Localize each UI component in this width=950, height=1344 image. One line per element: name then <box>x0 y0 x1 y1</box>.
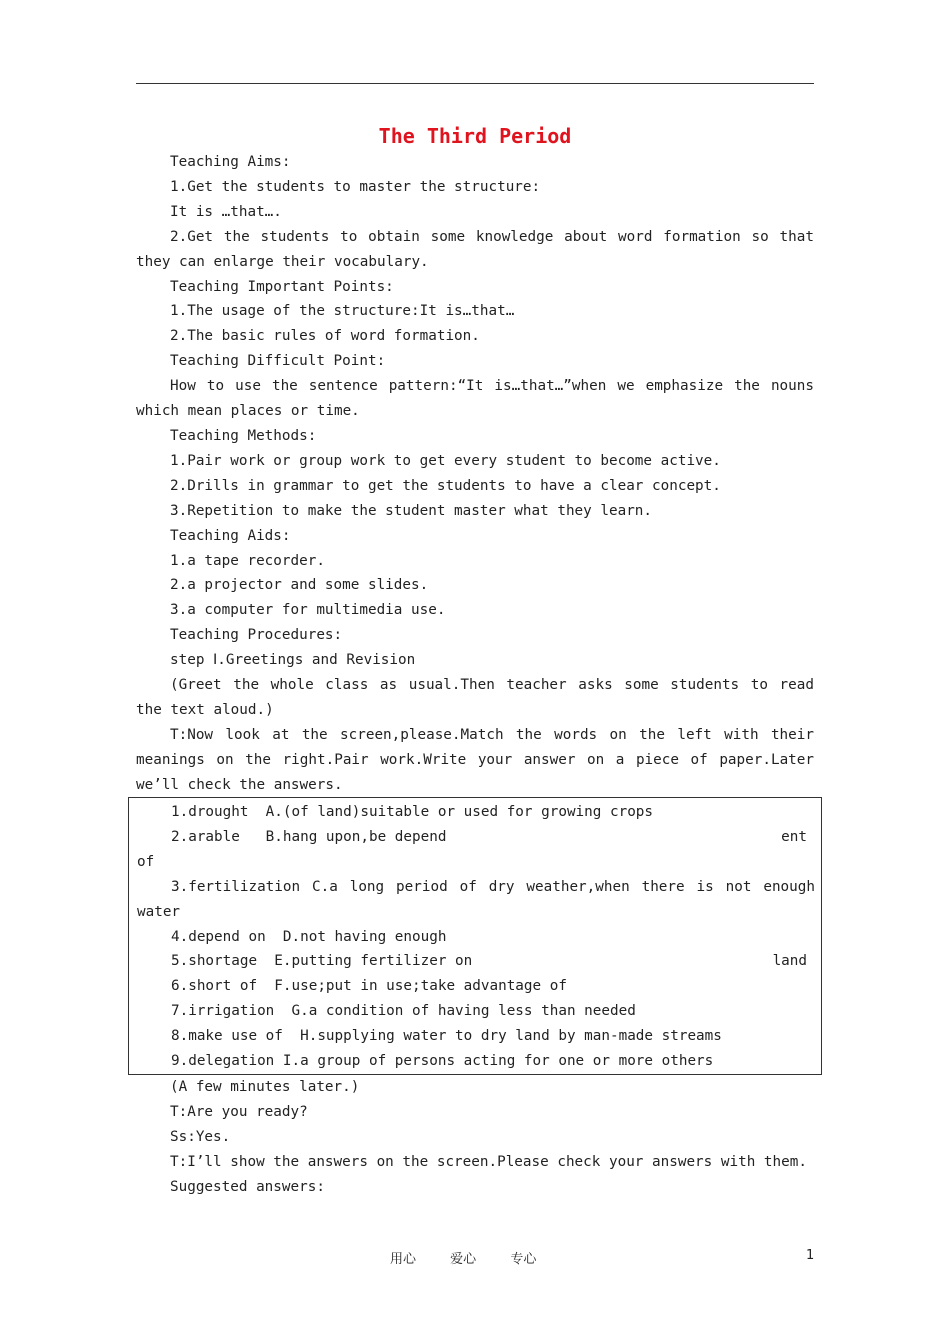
body-text <box>136 150 814 798</box>
paragraph: Teaching Aims: <box>170 154 291 170</box>
paragraph: Teaching Important Points: <box>170 278 394 295</box>
paragraph: 2.Drills in grammar to get the students to have a clear concept. <box>170 477 721 494</box>
footer-motto-2: 爱心 <box>450 1252 477 1267</box>
paragraph: 2.Get the students to obtain some knowledge about word formation so that they can enlarge their vocabulary. <box>136 228 814 270</box>
footer-motto-3: 专心 <box>510 1252 537 1267</box>
paragraph: 1.Get the students to master the structure: <box>170 178 541 195</box>
paragraph: (Greet the whole class as usual.Then teacher asks some students to read the text aloud.) <box>136 677 814 718</box>
paragraph: T:Now look at the screen,please.Match the words on the left with their meanings on the right.Pair work.Write your answer on a piece of paper.Later we’ll check the answers. <box>136 726 814 793</box>
paragraph: step Ⅰ.Greetings and Revision <box>170 652 416 669</box>
header-rule <box>136 83 814 84</box>
matching-row: 8.make use of H.supplying water to dry land by man-made streams <box>171 1028 722 1045</box>
paragraph: Ss:Yes. <box>170 1128 231 1145</box>
document-title: The Third Period <box>378 124 572 148</box>
paragraph: How to use the sentence pattern:“It is…that…”when we emphasize the nouns which mean places or time. <box>136 378 814 420</box>
matching-row: 7.irrigation G.a condition of having less than needed <box>171 1003 636 1020</box>
paragraph: 3.Repetition to make the student master what they learn. <box>170 502 653 519</box>
matching-row: 6.short of F.use;put in use;take advantage of <box>171 978 567 995</box>
footer-motto-1: 用心 <box>390 1252 417 1267</box>
matching-row: 4.depend on D.not having enough <box>171 928 447 945</box>
after-box-text <box>136 1075 814 1200</box>
paragraph: 1.Pair work or group work to get every student to become active. <box>170 452 721 469</box>
paragraph: 2.a projector and some slides. <box>170 577 429 594</box>
paragraph: T:I’ll show the answers on the screen.Please check your answers with them. <box>170 1153 807 1170</box>
paragraph: 3.a computer for multimedia use. <box>170 602 446 619</box>
matching-row: 1.drought A.(of land)suitable or used for growing crops <box>171 804 654 820</box>
page-number: 1 <box>806 1248 815 1263</box>
paragraph: Suggested answers: <box>170 1178 325 1195</box>
matching-row: 9.delegation I.a group of persons acting for one or more others <box>171 1053 714 1070</box>
paragraph: 1.a tape recorder. <box>170 552 325 569</box>
paragraph: T:Are you ready? <box>170 1103 308 1120</box>
paragraph: 2.The basic rules of word formation. <box>170 328 480 345</box>
paragraph: (A few minutes later.) <box>170 1079 360 1095</box>
footer-motto <box>390 1248 566 1267</box>
paragraph: Teaching Aids: <box>170 527 291 544</box>
paragraph: 1.The usage of the structure:It is…that… <box>170 303 515 320</box>
paragraph: Teaching Difficult Point: <box>170 353 386 370</box>
matching-row-wrap: of <box>137 853 155 870</box>
paragraph: Teaching Methods: <box>170 427 317 444</box>
matching-row: 5.shortage E.putting fertilizer on land <box>171 953 807 970</box>
paragraph: It is …that…. <box>170 203 282 220</box>
matching-exercise-box <box>128 797 822 1075</box>
paragraph: Teaching Procedures: <box>170 627 343 644</box>
matching-row: 2.arable B.hang upon,be depend ent <box>171 828 807 845</box>
matching-row: 3.fertilization C.a long period of dry weather,when there is not enough water <box>137 878 815 920</box>
